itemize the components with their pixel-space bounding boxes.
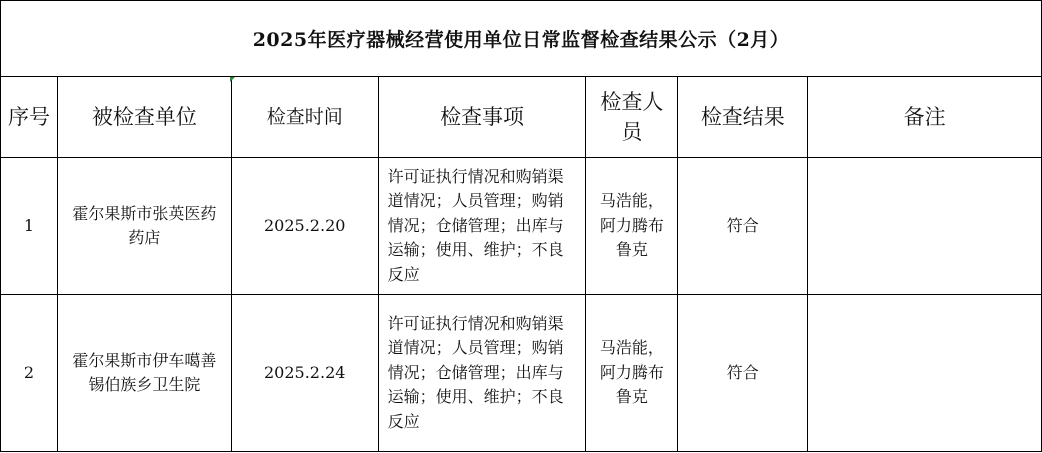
- cell-time: 2025.2.20: [231, 158, 378, 295]
- table-row: [1, 158, 1042, 295]
- header-time: 检查时间: [231, 77, 378, 158]
- cell-result: 符合: [678, 295, 808, 452]
- title-row: [1, 1, 1042, 77]
- header-items: 检查事项: [378, 77, 586, 158]
- table-title: 2025年医疗器械经营使用单位日常监督检查结果公示（2月）: [1, 1, 1042, 77]
- cell-inspectors: 马浩能，阿力腾布鲁克: [586, 295, 678, 452]
- cell-unit: [57, 295, 231, 452]
- header-unit: 被检查单位: [57, 77, 231, 158]
- cell-comment-marker: [230, 77, 235, 82]
- header-remark: 备注: [808, 77, 1042, 158]
- cell-items: 许可证执行情况和购销渠道情况；人员管理；购销情况；仓储管理；出库与运输；使用、维护；不良反应: [378, 295, 586, 452]
- cell-items: 许可证执行情况和购销渠道情况；人员管理；购销情况；仓储管理；出库与运输；使用、维护；不良反应: [378, 158, 586, 295]
- cell-unit-text: 霍尔果斯市伊车噶善锡伯族乡卫生院: [72, 350, 217, 394]
- header-result: 检查结果: [678, 77, 808, 158]
- header-inspectors-label: 检查人员: [600, 90, 664, 144]
- header-row: [1, 77, 1042, 158]
- cell-remark: [808, 295, 1042, 452]
- cell-seq: 2: [1, 295, 58, 452]
- header-seq: 序号: [1, 77, 58, 158]
- cell-unit: [57, 158, 231, 295]
- header-inspectors: [586, 77, 678, 158]
- cell-inspectors: 马浩能，阿力腾布鲁克: [586, 158, 678, 295]
- cell-seq: 1: [1, 158, 58, 295]
- table-row: [1, 295, 1042, 452]
- cell-result: 符合: [678, 158, 808, 295]
- cell-unit-text: 霍尔果斯市张英医药药店: [72, 203, 217, 247]
- cell-time: 2025.2.24: [231, 295, 378, 452]
- cell-remark: [808, 158, 1042, 295]
